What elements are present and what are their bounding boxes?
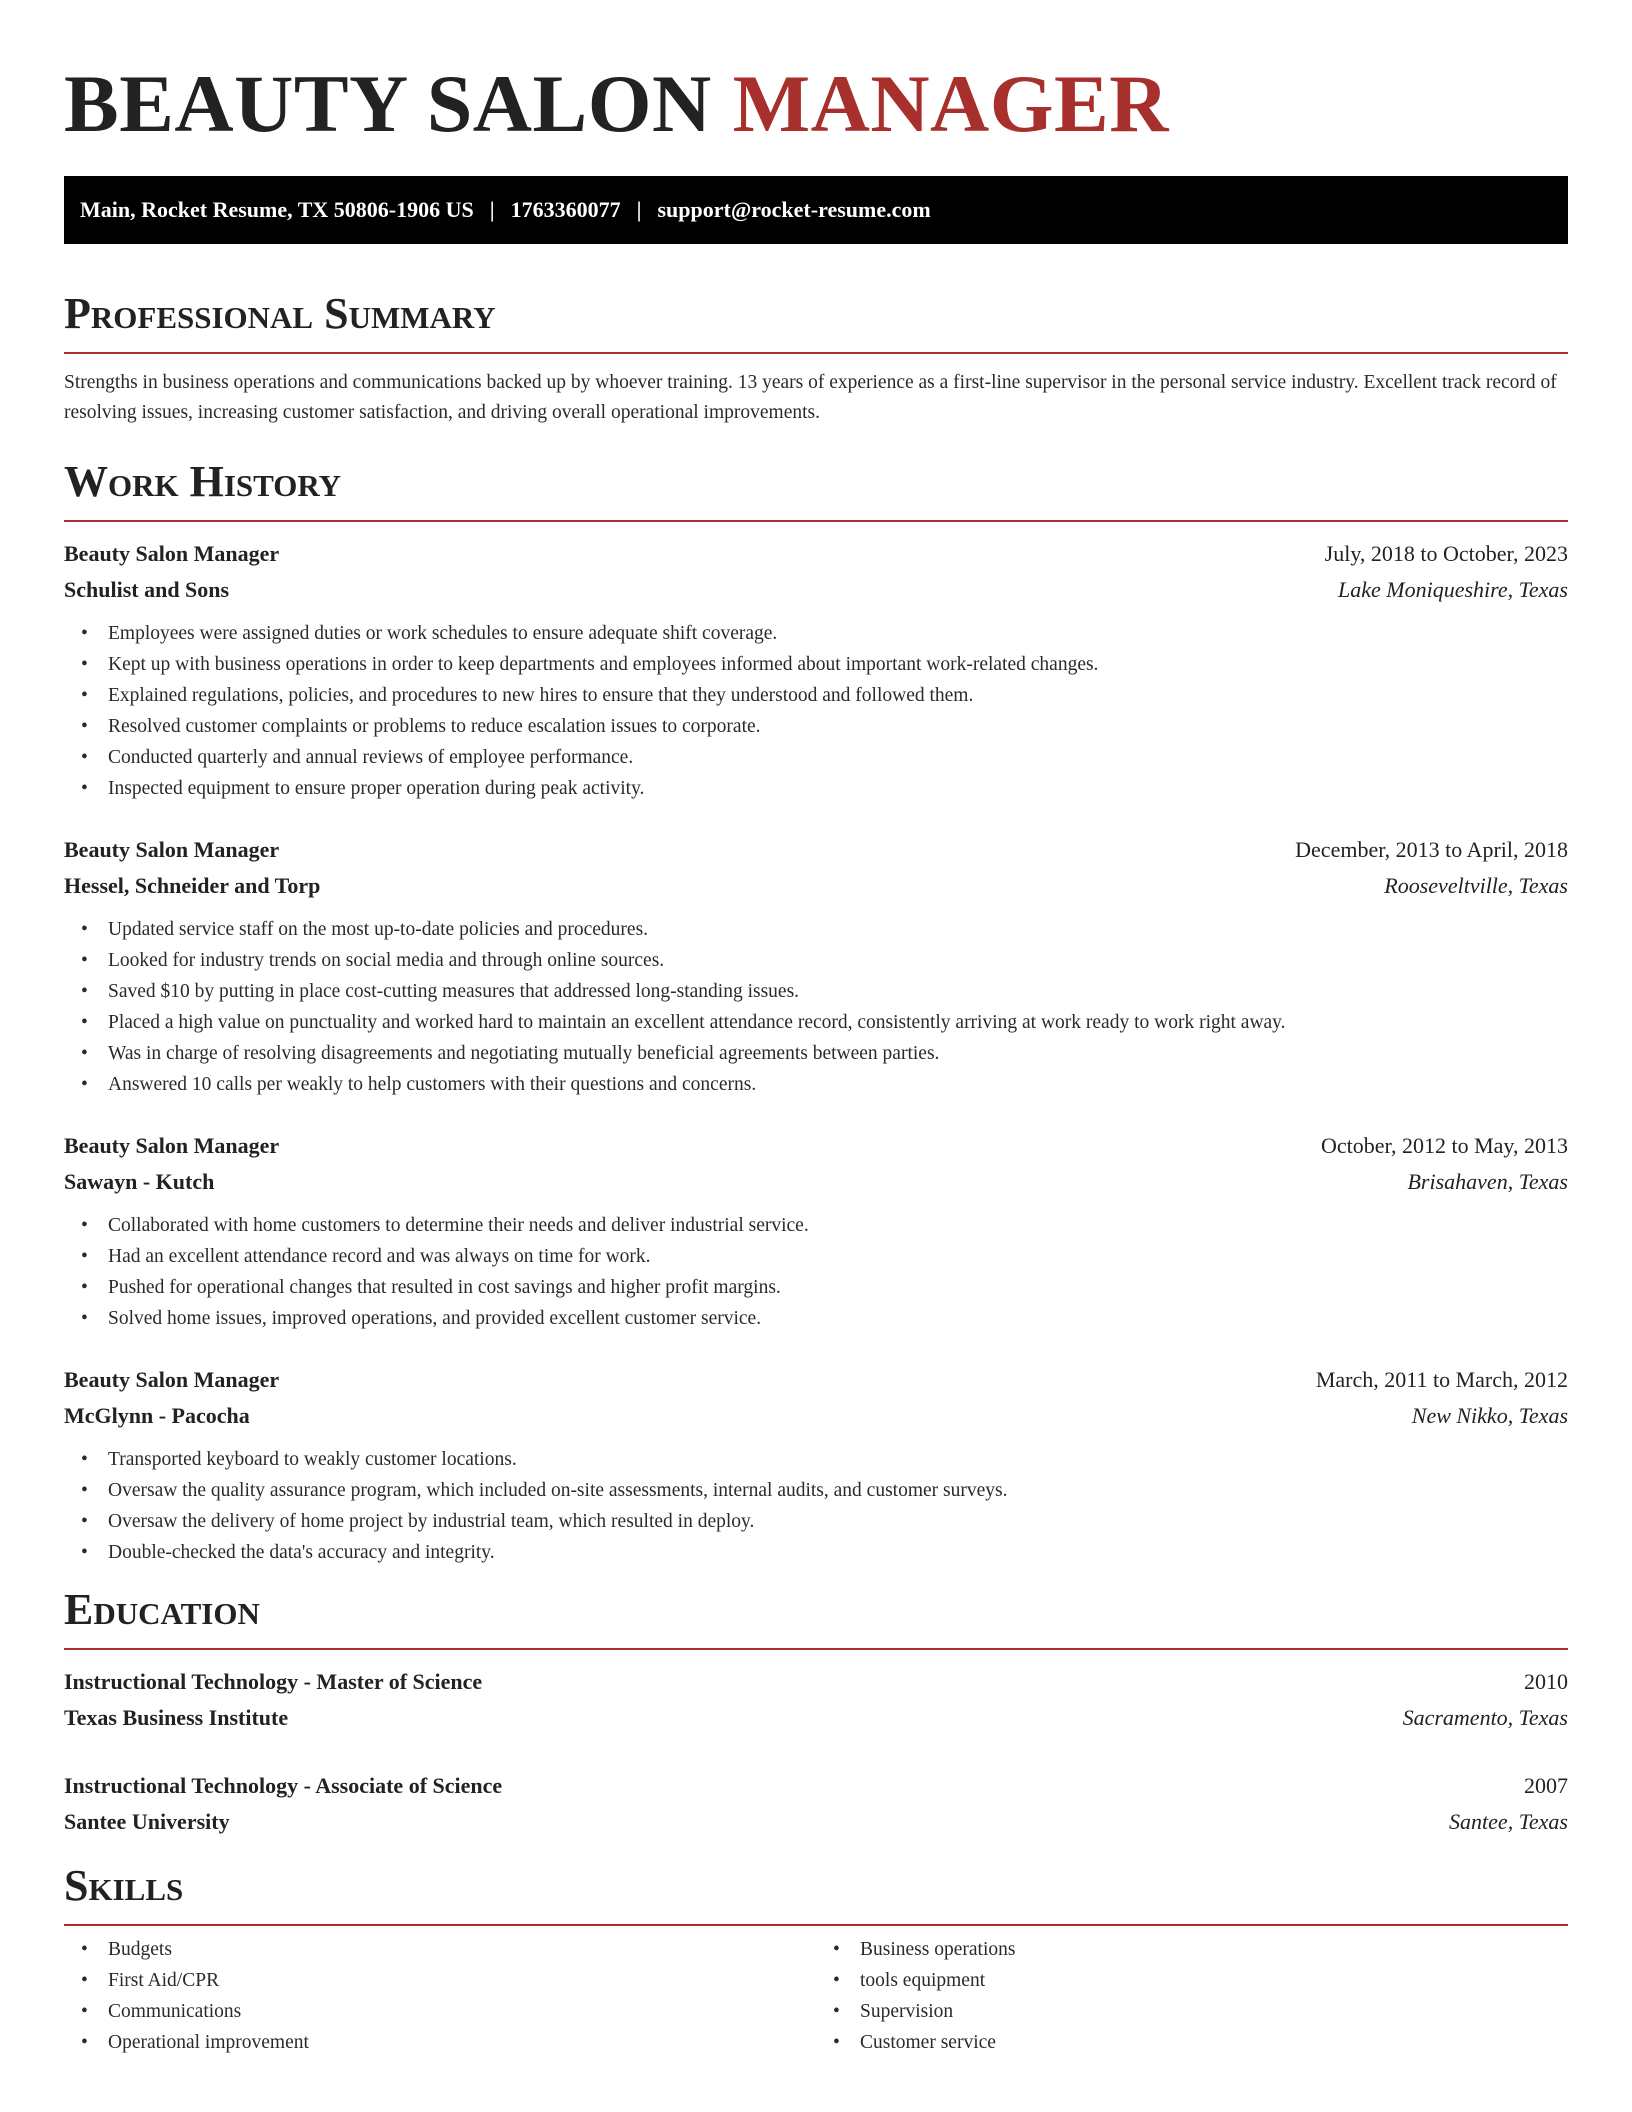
skill-item: • Budgets — [108, 1934, 816, 1965]
education-school: Santee University — [64, 1809, 230, 1834]
education-year: 2010 — [1524, 1669, 1568, 1694]
contact-email: support@rocket-resume.com — [657, 197, 931, 222]
job-location: New Nikko, Texas — [1411, 1403, 1568, 1428]
education-location: Sacramento, Texas — [1402, 1705, 1568, 1730]
job-bullet: • Inspected equipment to ensure proper operation during peak activity. — [108, 773, 1568, 804]
job-company: Sawayn - Kutch — [64, 1169, 215, 1194]
job-bullet: • Oversaw the delivery of home project by industrial team, which resulted in deploy. — [108, 1506, 1568, 1537]
job-bullet: • Had an excellent attendance record and was always on time for work. — [108, 1241, 1568, 1272]
name-part-1: BEAUTY SALON — [64, 58, 712, 149]
education-degree: Instructional Technology - Master of Science — [64, 1669, 483, 1694]
summary-section — [64, 288, 1568, 428]
education-degree: Instructional Technology - Associate of Science — [64, 1773, 503, 1798]
job-bullet: • Looked for industry trends on social media and through online sources. — [108, 945, 1568, 976]
job-entry — [64, 1128, 1568, 1334]
skill-item: • Business operations — [860, 1934, 1568, 1965]
education-year: 2007 — [1524, 1773, 1568, 1798]
skill-item: • Communications — [108, 1996, 816, 2027]
skills-list-right — [816, 1934, 1568, 2058]
job-dates: March, 2011 to March, 2012 — [1315, 1367, 1568, 1392]
job-title: Beauty Salon Manager — [64, 541, 280, 566]
work-history-section — [64, 456, 1568, 1568]
job-bullet: • Collaborated with home customers to determine their needs and deliver industrial service. — [108, 1210, 1568, 1241]
job-bullet: • Updated service staff on the most up-to-date policies and procedures. — [108, 914, 1568, 945]
job-company: Schulist and Sons — [64, 577, 230, 602]
job-bullet: • Double-checked the data's accuracy and integrity. — [108, 1537, 1568, 1568]
job-bullet: • Explained regulations, policies, and procedures to new hires to ensure that they understood and followed them. — [108, 680, 1568, 711]
job-bullets — [64, 914, 1568, 1100]
work-history-section-title: Work History — [64, 457, 342, 506]
section-divider — [64, 352, 1568, 354]
skills-columns — [64, 1934, 1568, 2058]
skill-item: • Operational improvement — [108, 2027, 816, 2058]
skill-item: • First Aid/CPR — [108, 1965, 816, 1996]
job-entry — [64, 1362, 1568, 1568]
summary-text: Strengths in business operations and communications backed up by whoever training. 13 years of experience as a first-line supervisor in the personal service industry. Excellent track record of resolving issues, increasing customer satisfaction, and driving overall operational improvements. — [64, 372, 1557, 423]
job-bullets — [64, 618, 1568, 804]
contact-separator: | — [489, 197, 495, 222]
job-bullet: • Employees were assigned duties or work schedules to ensure adequate shift coverage. — [108, 618, 1568, 649]
section-divider — [64, 1648, 1568, 1650]
job-location: Brisahaven, Texas — [1407, 1169, 1568, 1194]
job-company: Hessel, Schneider and Torp — [64, 873, 321, 898]
job-bullet: • Solved home issues, improved operations, and provided excellent customer service. — [108, 1303, 1568, 1334]
job-title: Beauty Salon Manager — [64, 1367, 280, 1392]
skills-section — [64, 1860, 1568, 2058]
job-title: Beauty Salon Manager — [64, 1133, 280, 1158]
job-bullet: • Saved $10 by putting in place cost-cutting measures that addressed long-standing issues. — [108, 976, 1568, 1007]
job-bullets — [64, 1210, 1568, 1334]
resume-name-heading — [64, 52, 1568, 156]
job-entry — [64, 832, 1568, 1100]
skill-item: • Customer service — [860, 2027, 1568, 2058]
education-entry — [64, 1768, 1568, 1840]
job-bullet: • Kept up with business operations in order to keep departments and employees informed about important work-related changes. — [108, 649, 1568, 680]
job-location: Lake Moniqueshire, Texas — [1338, 577, 1568, 602]
job-bullet: • Was in charge of resolving disagreements and negotiating mutually beneficial agreements between parties. — [108, 1038, 1568, 1069]
education-school: Texas Business Institute — [64, 1705, 289, 1730]
job-dates: December, 2013 to April, 2018 — [1295, 837, 1568, 862]
job-bullet: • Pushed for operational changes that resulted in cost savings and higher profit margins. — [108, 1272, 1568, 1303]
job-bullet: • Resolved customer complaints or problems to reduce escalation issues to corporate. — [108, 711, 1568, 742]
skill-item: • tools equipment — [860, 1965, 1568, 1996]
job-bullet: • Placed a high value on punctuality and worked hard to maintain an excellent attendance record, consistently arriving at work ready to work right away. — [108, 1007, 1568, 1038]
job-dates: October, 2012 to May, 2013 — [1321, 1133, 1568, 1158]
job-entry — [64, 536, 1568, 804]
skills-section-title: Skills — [64, 1861, 184, 1910]
job-company: McGlynn - Pacocha — [64, 1403, 250, 1428]
contact-phone: 1763360077 — [510, 197, 621, 222]
job-bullet: • Answered 10 calls per weakly to help customers with their questions and concerns. — [108, 1069, 1568, 1100]
skills-list-left — [64, 1934, 816, 2058]
job-bullet: • Transported keyboard to weakly customer locations. — [108, 1444, 1568, 1475]
contact-address: Main, Rocket Resume, TX 50806-1906 US — [80, 197, 474, 222]
job-bullet: • Oversaw the quality assurance program, which included on-site assessments, internal audits, and customer surveys. — [108, 1475, 1568, 1506]
job-title: Beauty Salon Manager — [64, 837, 280, 862]
job-dates: July, 2018 to October, 2023 — [1324, 541, 1568, 566]
education-section — [64, 1584, 1568, 1840]
section-divider — [64, 1924, 1568, 1926]
section-divider — [64, 520, 1568, 522]
skill-item: • Supervision — [860, 1996, 1568, 2027]
job-bullet: • Conducted quarterly and annual reviews of employee performance. — [108, 742, 1568, 773]
job-location: Rooseveltville, Texas — [1384, 873, 1568, 898]
education-location: Santee, Texas — [1449, 1809, 1568, 1834]
contact-separator: | — [636, 197, 642, 222]
name-part-2: MANAGER — [732, 58, 1169, 149]
education-entry — [64, 1664, 1568, 1736]
job-bullets — [64, 1444, 1568, 1568]
education-section-title: Education — [64, 1585, 260, 1634]
summary-section-title: Professional Summary — [64, 289, 496, 338]
contact-bar — [64, 176, 1568, 244]
